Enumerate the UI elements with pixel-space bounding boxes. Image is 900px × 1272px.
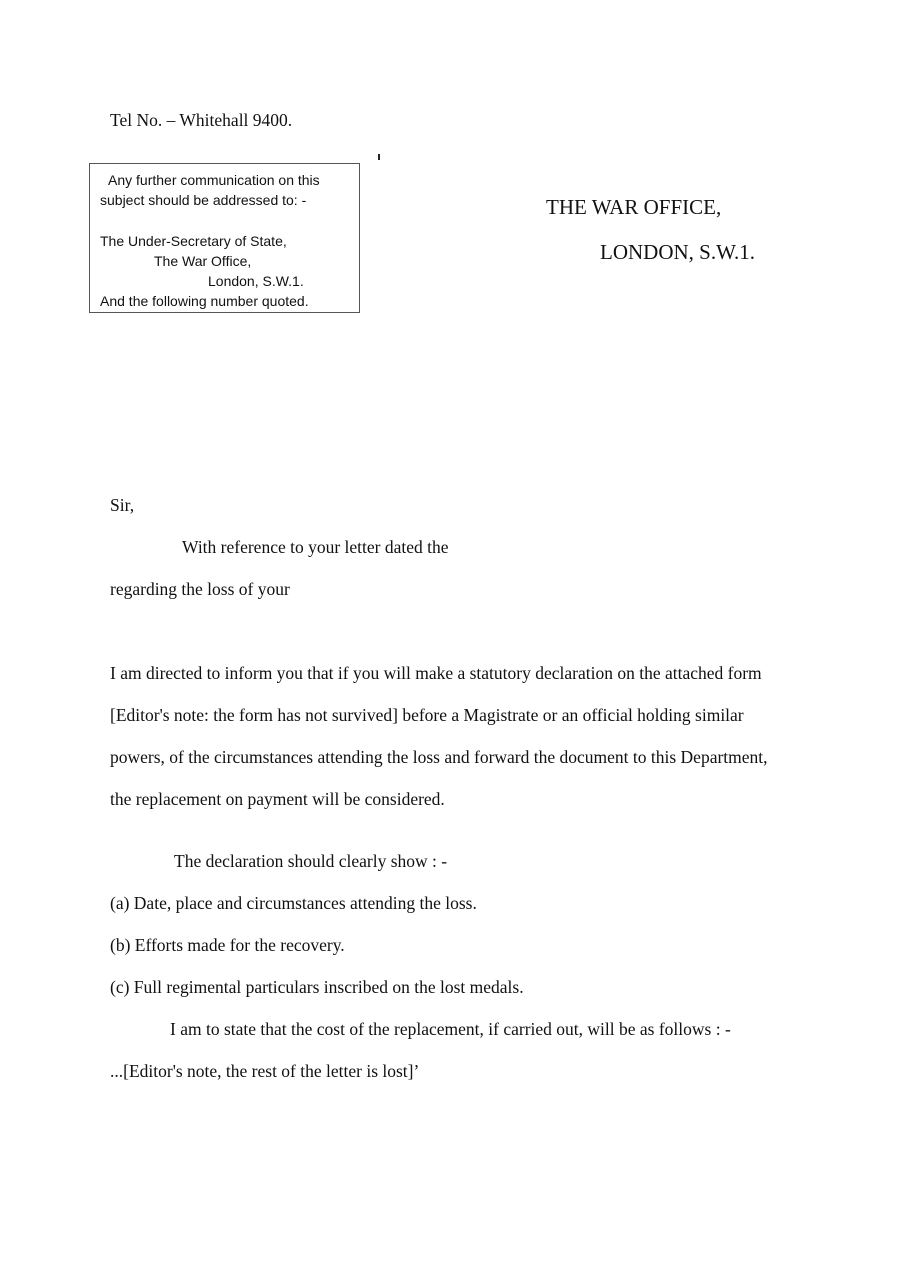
paragraph-line: powers, of the circumstances attending the loss and forward the document to this Department,: [110, 747, 768, 767]
paragraph-line: I am directed to inform you that if you will make a statutory declaration on the attached form: [110, 663, 762, 683]
opening-line: regarding the loss of your: [110, 579, 290, 599]
address-box: [89, 163, 360, 313]
opening-line: With reference to your letter dated the: [182, 537, 449, 557]
declaration-item: (c) Full regimental particulars inscribed on the lost medals.: [110, 977, 524, 997]
declaration-item: (a) Date, place and circumstances attending the loss.: [110, 893, 477, 913]
declaration-item: (b) Efforts made for the recovery.: [110, 935, 345, 955]
declaration-intro: The declaration should clearly show : -: [174, 851, 448, 871]
office-city: LONDON, S.W.1.: [600, 240, 755, 264]
paragraph-line: the replacement on payment will be considered.: [110, 789, 445, 809]
address-box-line: The War Office,: [154, 253, 252, 269]
salutation: Sir,: [110, 495, 135, 515]
address-box-line: subject should be addressed to: -: [100, 192, 307, 208]
address-box-line: The Under-Secretary of State,: [100, 233, 287, 249]
address-box-line: London, S.W.1.: [208, 273, 304, 289]
address-box-line: And the following number quoted.: [100, 293, 309, 309]
office-name: THE WAR OFFICE,: [546, 195, 722, 219]
telephone-line: Tel No. – Whitehall 9400.: [110, 110, 293, 130]
closing-note: ...[Editor's note, the rest of the letter is lost]’: [110, 1061, 420, 1081]
stray-mark: [378, 154, 380, 160]
cost-line: I am to state that the cost of the replacement, if carried out, will be as follows : -: [170, 1019, 731, 1039]
paragraph-line: [Editor's note: the form has not survived] before a Magistrate or an official holding similar: [110, 705, 744, 725]
address-box-line: Any further communication on this: [108, 172, 320, 188]
